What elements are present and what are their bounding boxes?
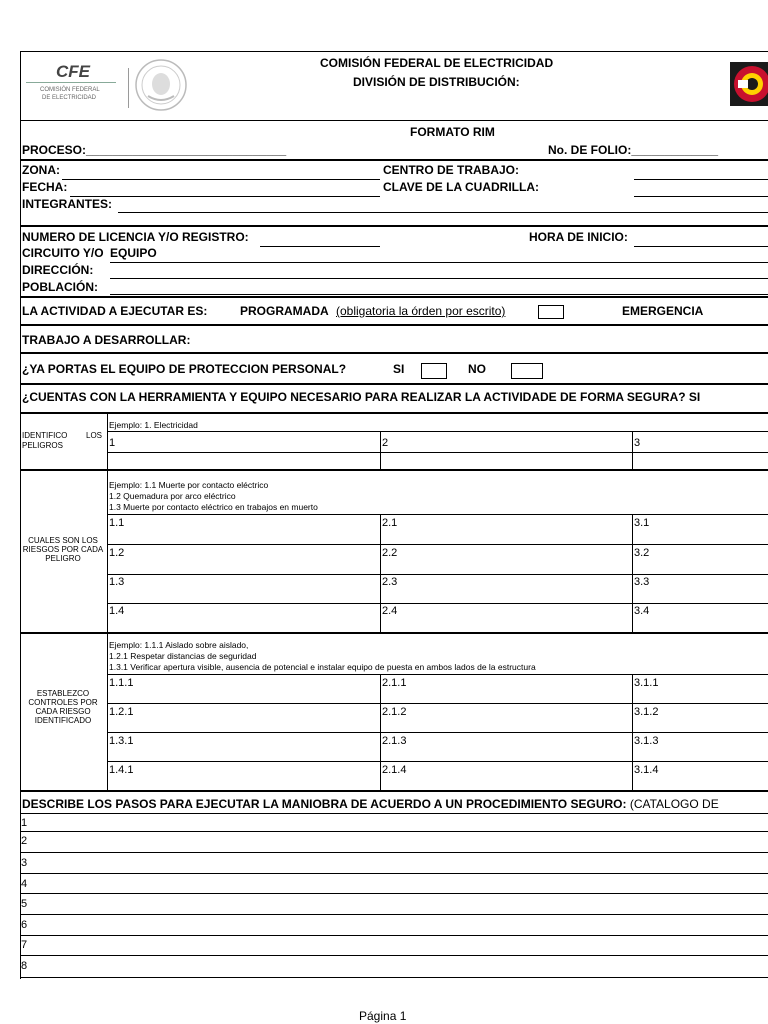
hora-input[interactable] <box>634 246 768 247</box>
page-number: Página 1 <box>359 1009 407 1023</box>
trabajo-label: TRABAJO A DESARROLLAR: <box>22 333 191 347</box>
riesgo-cell[interactable]: 1.2 <box>109 547 125 559</box>
centro-label: CENTRO DE TRABAJO: <box>383 163 520 177</box>
riesgo-cell[interactable]: 1.1 <box>109 517 125 529</box>
controles-example-2: 1.2.1 Respetar distancias de seguridad <box>109 651 257 661</box>
title-1: COMISIÓN FEDERAL DE ELECTRICIDAD <box>320 56 554 70</box>
control-cell[interactable]: 3.1.1 <box>634 677 659 689</box>
seal-icon <box>134 58 188 112</box>
pasos-title: DESCRIBE LOS PASOS PARA EJECUTAR LA MANIOBRA DE ACUERDO A UN PROCEDIMIENTO SEGURO: (CATALOGO DE <box>22 797 719 811</box>
circuito-label: CIRCUITO Y/O <box>22 246 104 260</box>
riesgo-cell[interactable]: 2.4 <box>382 605 398 617</box>
epp-no-checkbox[interactable] <box>511 363 543 379</box>
riesgos-example-1: Ejemplo: 1.1 Muerte por contacto eléctrico <box>109 480 269 490</box>
paso-item[interactable]: 4 <box>21 878 28 890</box>
control-cell[interactable]: 3.1.2 <box>634 706 659 718</box>
paso-item[interactable]: 8 <box>21 960 28 972</box>
controles-label: ESTABLEZCO CONTROLES POR CADA RIESGO IDENTIFICADO <box>28 689 98 725</box>
riesgo-cell[interactable]: 2.1 <box>382 517 398 529</box>
control-cell[interactable]: 1.2.1 <box>109 706 134 718</box>
logo-text: CFE <box>56 62 90 81</box>
poblacion-label: POBLACIÓN: <box>22 280 98 294</box>
folio-field[interactable]: No. DE FOLIO:_____________ <box>548 143 719 157</box>
peligro-cell-3[interactable]: 3 <box>634 437 641 449</box>
riesgo-cell[interactable]: 3.1 <box>634 517 650 529</box>
clave-input[interactable] <box>634 196 768 197</box>
peligros-example: Ejemplo: 1. Electricidad <box>109 420 198 430</box>
cfe-logo <box>26 60 126 110</box>
programada-label: PROGRAMADA <box>240 304 329 318</box>
epp-no-label: NO <box>468 362 486 376</box>
formato-title: FORMATO RIM <box>410 125 495 139</box>
control-cell[interactable]: 2.1.3 <box>382 735 407 747</box>
riesgo-cell[interactable]: 2.2 <box>382 547 398 559</box>
control-cell[interactable]: 2.1.4 <box>382 764 407 776</box>
riesgos-example-2: 1.2 Quemadura por arco eléctrico <box>109 491 236 501</box>
control-cell[interactable]: 1.3.1 <box>109 735 134 747</box>
control-cell[interactable]: 1.1.1 <box>109 677 134 689</box>
epp-si-label: SI <box>393 362 405 376</box>
zona-input[interactable] <box>62 179 380 180</box>
peligro-cell-1[interactable]: 1 <box>109 437 116 449</box>
riesgo-cell[interactable]: 1.3 <box>109 576 125 588</box>
circuito-input[interactable] <box>110 262 768 263</box>
paso-item[interactable]: 3 <box>21 857 28 869</box>
controles-example-1: Ejemplo: 1.1.1 Aislado sobre aislado, <box>109 640 249 650</box>
title-2: DIVISIÓN DE DISTRIBUCIÓN: <box>353 75 520 89</box>
logo-sub1: COMISIÓN FEDERAL <box>40 87 100 93</box>
logo-sub2: DE ELECTRICIDAD <box>42 95 97 101</box>
proceso-field[interactable]: PROCESO:______________________________ <box>22 143 287 157</box>
riesgo-cell[interactable]: 3.3 <box>634 576 650 588</box>
controles-example-3: 1.3.1 Verificar apertura visible, ausencia de potencial e instalar equipo de puesta en ambos lados de la estructura <box>109 662 536 672</box>
fecha-input[interactable] <box>70 196 380 197</box>
programada-checkbox[interactable] <box>538 305 564 319</box>
paso-item[interactable]: 2 <box>21 835 28 847</box>
clave-label: CLAVE DE LA CUADRILLA: <box>383 180 539 194</box>
paso-item[interactable]: 7 <box>21 939 28 951</box>
integrantes-label: INTEGRANTES: <box>22 197 112 211</box>
emergencia-label: EMERGENCIA <box>622 304 704 318</box>
top-border <box>20 51 768 52</box>
equipo-label: EQUIPO <box>110 246 157 260</box>
fecha-label: FECHA: <box>22 180 68 194</box>
riesgos-label: CUALES SON LOS RIESGOS POR CADA PELIGRO <box>22 536 104 563</box>
riesgo-cell[interactable]: 3.2 <box>634 547 650 559</box>
control-cell[interactable]: 1.4.1 <box>109 764 134 776</box>
paso-item[interactable]: 5 <box>21 898 28 910</box>
epp-question: ¿YA PORTAS EL EQUIPO DE PROTECCION PERSONAL? <box>22 362 347 376</box>
riesgo-cell[interactable]: 1.4 <box>109 605 125 617</box>
programada-note: (obligatoria la órden por escrito) <box>336 304 506 318</box>
herramienta-question: ¿CUENTAS CON LA HERRAMIENTA Y EQUIPO NECESARIO PARA REALIZAR LA ACTIVIDADE DE FORMA SEGURA? SI <box>22 390 701 404</box>
licencia-input[interactable] <box>260 246 380 247</box>
peligro-cell-2[interactable]: 2 <box>382 437 389 449</box>
paso-item[interactable]: 1 <box>21 817 28 829</box>
control-cell[interactable]: 3.1.4 <box>634 764 659 776</box>
hora-label: HORA DE INICIO: <box>529 230 628 244</box>
centro-input[interactable] <box>634 179 768 180</box>
emblem-icon <box>726 58 768 110</box>
control-cell[interactable]: 3.1.3 <box>634 735 659 747</box>
riesgo-cell[interactable]: 3.4 <box>634 605 650 617</box>
riesgos-example-3: 1.3 Muerte por contacto eléctrico en trabajos en muerto <box>109 502 318 512</box>
actividad-label: LA ACTIVIDAD A EJECUTAR ES: <box>22 304 208 318</box>
peligros-label: IDENTIFICO LOS PELIGROS <box>22 431 102 450</box>
paso-item[interactable]: 6 <box>21 919 28 931</box>
riesgo-cell[interactable]: 2.3 <box>382 576 398 588</box>
licencia-label: NUMERO DE LICENCIA Y/O REGISTRO: <box>22 230 249 244</box>
poblacion-input[interactable] <box>110 294 768 295</box>
direccion-label: DIRECCIÓN: <box>22 263 94 277</box>
control-cell[interactable]: 2.1.2 <box>382 706 407 718</box>
direccion-input[interactable] <box>110 278 768 279</box>
epp-si-checkbox[interactable] <box>421 363 447 379</box>
control-cell[interactable]: 2.1.1 <box>382 677 407 689</box>
integrantes-input[interactable] <box>118 212 768 213</box>
zona-label: ZONA: <box>22 163 60 177</box>
